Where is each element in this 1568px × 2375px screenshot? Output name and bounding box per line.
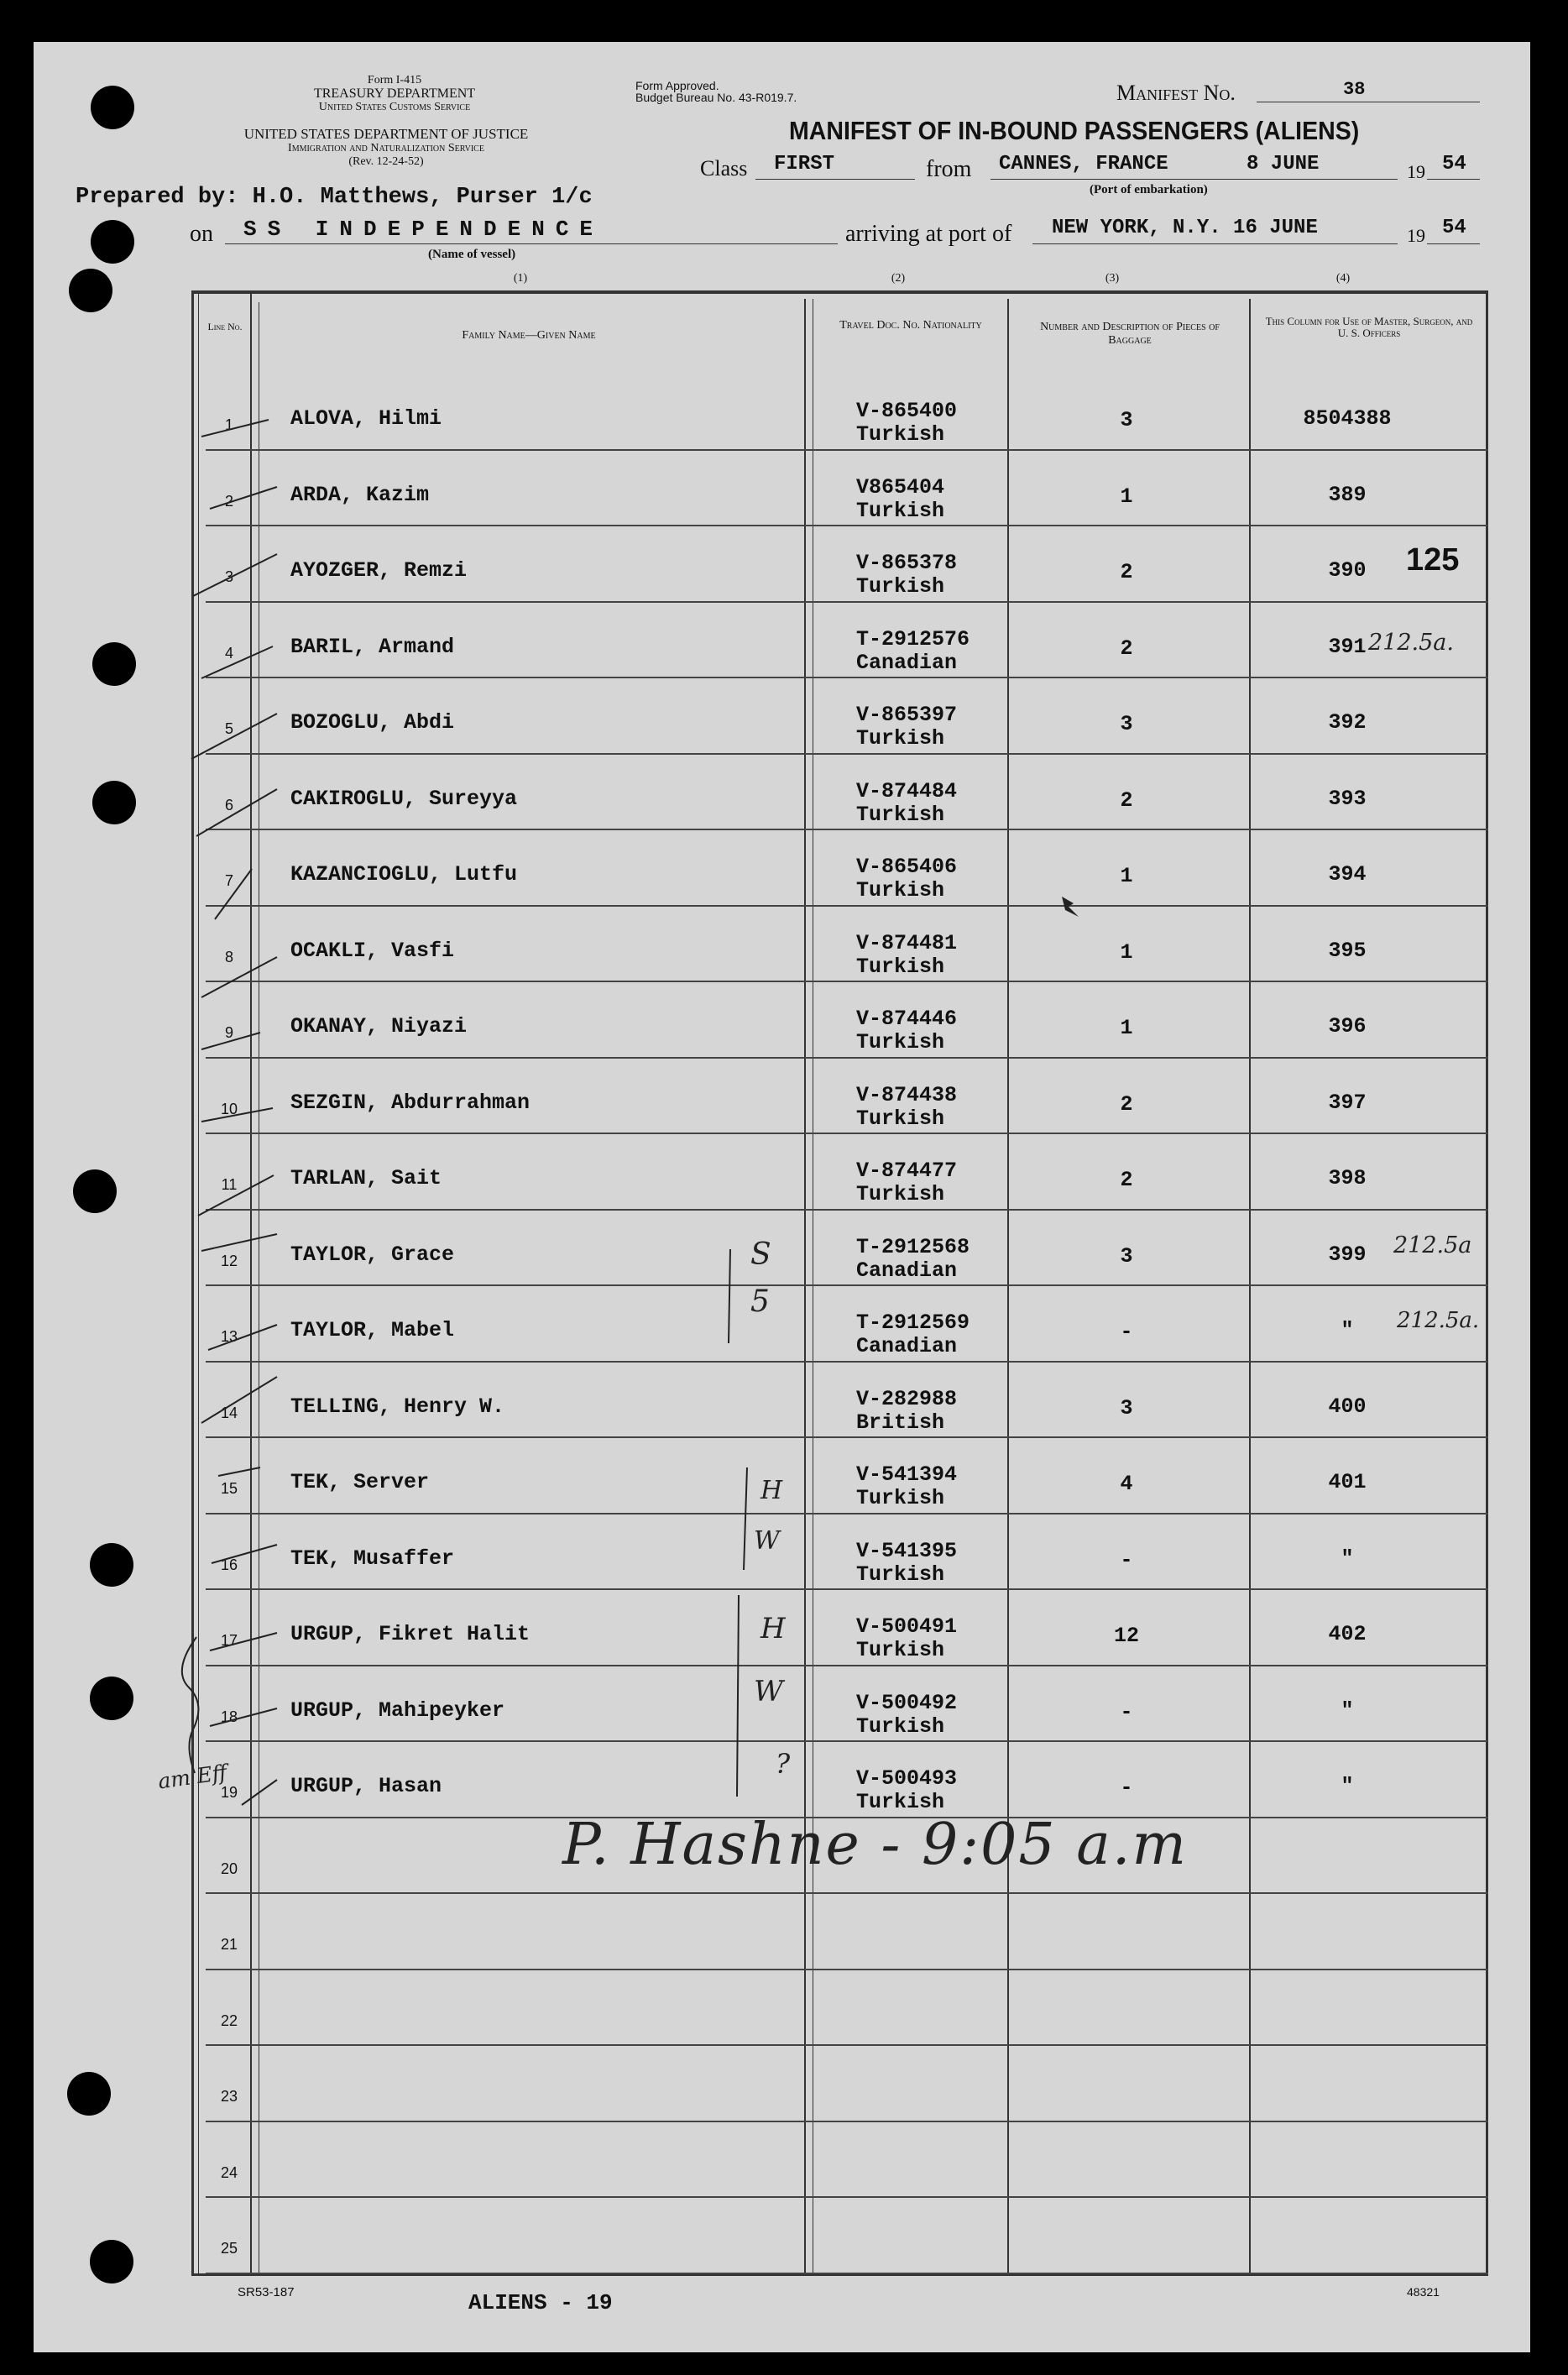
passenger-name: OKANAY, Niyazi — [290, 1014, 468, 1038]
manifest-number: 38 — [1343, 79, 1366, 100]
nationality: Turkish — [856, 1486, 945, 1510]
travel-doc-number: V-874446 — [856, 1007, 958, 1031]
travel-doc-number: V-282988 — [856, 1387, 958, 1411]
line-number: 17 — [220, 1632, 238, 1649]
officer-number: 394 — [1328, 862, 1367, 887]
officer-number: " — [1341, 1546, 1354, 1571]
baggage-count: 2 — [1120, 560, 1133, 584]
passenger-name: BOZOGLU, Abdi — [290, 710, 455, 735]
line-number: 13 — [220, 1328, 238, 1345]
passenger-name: SEZGIN, Abdurrahman — [290, 1091, 531, 1115]
baggage-count: 3 — [1120, 408, 1133, 432]
nationality: Canadian — [856, 651, 958, 675]
baggage-count: 1 — [1120, 1016, 1133, 1040]
baggage-count: 2 — [1120, 788, 1133, 813]
nationality: Turkish — [856, 726, 945, 751]
passenger-name: ARDA, Kazim — [290, 483, 430, 507]
manifest-title: MANIFEST OF IN-BOUND PASSENGERS (ALIENS) — [789, 116, 1360, 145]
baggage-count: 4 — [1120, 1472, 1133, 1496]
footer-center: ALIENS - 19 — [468, 2290, 613, 2315]
footer-right-code: 48321 — [1407, 2285, 1440, 2299]
revision: (Rev. 12-24-52) — [348, 155, 424, 168]
bracket-letter-12: S — [750, 1237, 771, 1272]
baggage-count: 1 — [1120, 864, 1133, 888]
baggage-count: - — [1120, 1776, 1133, 1800]
year-prefix: 19 — [1407, 161, 1425, 182]
officer-number: 393 — [1328, 787, 1367, 811]
customs-service: United States Customs Service — [318, 101, 471, 113]
nationality: Turkish — [856, 1182, 945, 1206]
header-name: Family Name—Given Name — [462, 329, 596, 342]
vessel-name: SS INDEPENDENCE — [243, 217, 604, 242]
officer-number: " — [1341, 1774, 1354, 1798]
officer-number: 391 — [1328, 635, 1367, 659]
baggage-count: 1 — [1120, 940, 1133, 965]
class-label: Class — [700, 156, 748, 180]
header-baggage: Number and Description of Pieces of Baggage — [1040, 321, 1220, 347]
nationality: Turkish — [856, 499, 945, 523]
line-number: 14 — [220, 1405, 238, 1421]
passenger-name: TEK, Server — [290, 1470, 430, 1494]
line-number: 6 — [224, 797, 233, 813]
line-number: 10 — [220, 1101, 238, 1117]
bracket-letter-15: H — [760, 1476, 783, 1505]
officer-number: " — [1341, 1698, 1354, 1723]
officer-number: 398 — [1328, 1166, 1367, 1190]
travel-doc-number: V-500491 — [856, 1614, 958, 1639]
travel-doc-number: T-2912569 — [856, 1310, 970, 1335]
nationality: Canadian — [856, 1258, 958, 1283]
line-number: 11 — [221, 1176, 238, 1193]
on-label: on — [190, 221, 213, 247]
passenger-name: URGUP, Fikret Halit — [290, 1622, 531, 1646]
bracket-letter-18: W — [754, 1675, 783, 1708]
nationality: Turkish — [856, 1714, 945, 1739]
col4-number: (4) — [1335, 272, 1351, 285]
bracket-letter-16: W — [754, 1526, 780, 1556]
header-officers: This Column for Use of Master, Surgeon, and U. S. Officers — [1265, 315, 1473, 339]
nationality: Canadian — [856, 1334, 958, 1358]
baggage-count: 2 — [1120, 636, 1133, 661]
line-number: 18 — [220, 1708, 238, 1725]
passenger-name: TELLING, Henry W. — [290, 1394, 505, 1419]
col1-number: (1) — [513, 272, 528, 285]
travel-doc-number: V-865397 — [856, 703, 958, 727]
treasury-dept: TREASURY DEPARTMENT — [313, 86, 476, 101]
year-value: 54 — [1442, 153, 1466, 175]
line-number: 4 — [224, 645, 233, 662]
baggage-count: - — [1120, 1548, 1133, 1572]
bracket-letter-13: 5 — [750, 1284, 770, 1319]
line-number: 7 — [224, 872, 233, 889]
nationality: Turkish — [856, 878, 945, 902]
passenger-name: ALOVA, Hilmi — [290, 406, 442, 431]
travel-doc-number: V-865400 — [856, 399, 958, 423]
header-travel-doc: Travel Doc. No. Nationality — [839, 319, 982, 332]
travel-doc-number: V865404 — [856, 475, 945, 500]
margin-note: am Eff — [156, 1760, 229, 1794]
travel-doc-number: V-500492 — [856, 1691, 958, 1715]
officer-number: 389 — [1328, 483, 1367, 507]
line-number: 21 — [220, 1936, 238, 1953]
line-number: 12 — [220, 1253, 238, 1269]
line-number: 22 — [220, 2012, 238, 2029]
line-number: 5 — [224, 720, 233, 737]
nationality: Turkish — [856, 1030, 945, 1054]
col3-number: (3) — [1105, 272, 1120, 285]
line-number: 20 — [220, 1860, 238, 1877]
baggage-count: 1 — [1120, 484, 1133, 509]
line-number: 25 — [220, 2240, 238, 2257]
nationality: Turkish — [856, 803, 945, 827]
form-number: Form I-415 — [367, 74, 422, 86]
travel-doc-number: V-874438 — [856, 1083, 958, 1107]
line-number: 9 — [224, 1024, 233, 1041]
prepared-by: Prepared by: H.O. Matthews, Purser 1/c — [76, 185, 593, 210]
col2-number: (2) — [891, 272, 906, 285]
baggage-count: 3 — [1120, 1244, 1133, 1269]
nationality: Turkish — [856, 1562, 945, 1587]
passenger-name: TAYLOR, Mabel — [290, 1318, 455, 1342]
officer-number: 8504388 — [1303, 406, 1392, 431]
passenger-name: AYOZGER, Remzi — [290, 558, 468, 583]
passenger-name: TEK, Musaffer — [290, 1546, 455, 1571]
officer-number: 401 — [1328, 1470, 1367, 1494]
baggage-count: - — [1120, 1320, 1133, 1344]
travel-doc-number: T-2912576 — [856, 627, 970, 651]
handwritten-code-4: 212.5a. — [1368, 630, 1454, 656]
passenger-name: KAZANCIOGLU, Lutfu — [290, 862, 518, 887]
nationality: Turkish — [856, 955, 945, 979]
class-value: FIRST — [774, 153, 835, 175]
handwritten-signature: P. Hashne - 9:05 a.m — [562, 1812, 1188, 1878]
passenger-name: URGUP, Mahipeyker — [290, 1698, 505, 1723]
baggage-count: 3 — [1120, 712, 1133, 736]
footer-left-code: SR53-187 — [238, 2285, 295, 2299]
vessel-label: (Name of vessel) — [428, 248, 516, 261]
nationality: Turkish — [856, 1790, 945, 1814]
budget-bureau: Budget Bureau No. 43-R019.7. — [635, 91, 797, 104]
passenger-name: OCAKLI, Vasfi — [290, 939, 455, 963]
bracket-letter-17: H — [760, 1612, 786, 1645]
nationality: Turkish — [856, 574, 945, 599]
line-number: 24 — [220, 2164, 238, 2181]
baggage-count: 12 — [1113, 1624, 1139, 1648]
travel-doc-number: T-2912568 — [856, 1235, 970, 1259]
stamp-number: 125 — [1406, 542, 1460, 578]
justice-dept: UNITED STATES DEPARTMENT OF JUSTICE — [243, 126, 529, 142]
handwritten-code-13: 212.5a. — [1397, 1308, 1480, 1333]
arriving-value: NEW YORK, N.Y. 16 JUNE — [1052, 217, 1318, 239]
officer-number: 396 — [1328, 1014, 1367, 1038]
nationality: British — [856, 1410, 945, 1435]
passenger-name: TARLAN, Sait — [290, 1166, 442, 1190]
line-number: 15 — [220, 1480, 238, 1497]
baggage-count: 2 — [1120, 1168, 1133, 1192]
line-number: 23 — [220, 2088, 238, 2105]
baggage-count: 3 — [1120, 1396, 1133, 1420]
travel-doc-number: V-865406 — [856, 855, 958, 879]
officer-number: 395 — [1328, 939, 1367, 963]
line-number: 2 — [224, 493, 233, 510]
line-number: 19 — [220, 1784, 238, 1801]
header-line-no: Line No. — [207, 321, 243, 332]
officer-number: 399 — [1328, 1242, 1367, 1267]
port-embarkation-label: (Port of embarkation) — [1090, 183, 1208, 196]
travel-doc-number: V-865378 — [856, 551, 958, 575]
ins-service: Immigration and Naturalization Service — [288, 142, 484, 154]
form-approved: Form Approved. — [635, 79, 719, 92]
travel-doc-number: V-541395 — [856, 1539, 958, 1563]
line-number: 8 — [224, 949, 233, 965]
travel-doc-number: V-500493 — [856, 1766, 958, 1791]
arriving-year: 54 — [1442, 217, 1466, 239]
officer-number: 402 — [1328, 1622, 1367, 1646]
officer-number: 400 — [1328, 1394, 1367, 1419]
handwritten-code-12: 212.5a — [1393, 1232, 1472, 1258]
baggage-count: 2 — [1120, 1092, 1133, 1117]
travel-doc-number: V-541394 — [856, 1462, 958, 1487]
manifest-label: Manifest No. — [1116, 81, 1236, 105]
line-number: 16 — [220, 1556, 238, 1573]
officer-number: 390 — [1328, 558, 1367, 583]
arriving-year-prefix: 19 — [1407, 225, 1425, 246]
line-number: 1 — [224, 416, 233, 433]
officer-number: 392 — [1328, 710, 1367, 735]
officer-number: 397 — [1328, 1091, 1367, 1115]
nationality: Turkish — [856, 1106, 945, 1131]
bracket-letter-19: ? — [776, 1748, 791, 1780]
from-value: CANNES, FRANCE — [999, 153, 1168, 175]
passenger-name: BARIL, Armand — [290, 635, 455, 659]
from-label: from — [926, 156, 972, 182]
line-number: 3 — [224, 568, 233, 585]
arriving-label: arriving at port of — [845, 221, 1012, 247]
passenger-name: TAYLOR, Grace — [290, 1242, 455, 1267]
nationality: Turkish — [856, 1638, 945, 1662]
from-date: 8 JUNE — [1247, 153, 1320, 175]
travel-doc-number: V-874481 — [856, 931, 958, 955]
travel-doc-number: V-874484 — [856, 779, 958, 803]
officer-number: " — [1341, 1318, 1354, 1342]
travel-doc-number: V-874477 — [856, 1159, 958, 1183]
nationality: Turkish — [856, 422, 945, 447]
passenger-name: URGUP, Hasan — [290, 1774, 442, 1798]
passenger-name: CAKIROGLU, Sureyya — [290, 787, 518, 811]
baggage-count: - — [1120, 1700, 1133, 1724]
